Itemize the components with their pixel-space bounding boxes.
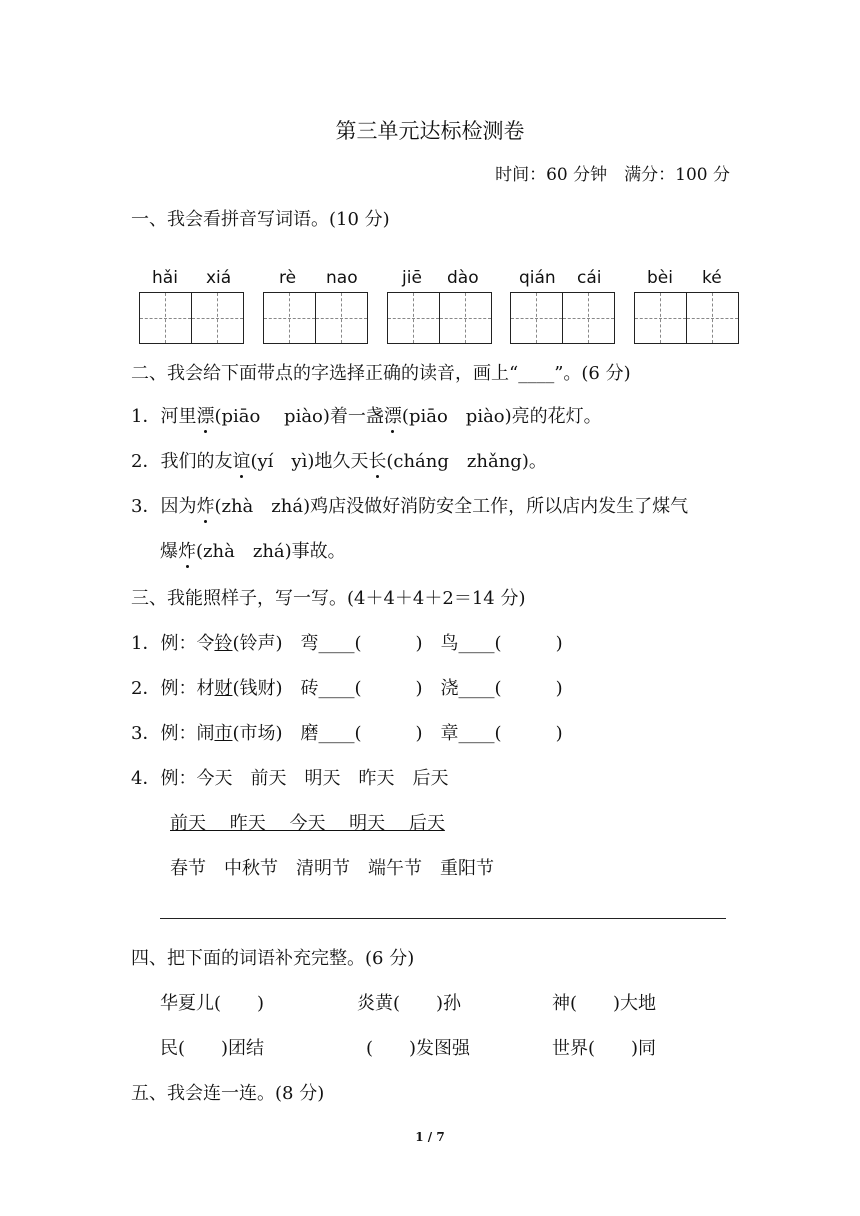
question-3-2: 2．例：材财(钱财) 砖____( ) 浇____( ) [131, 678, 563, 699]
pinyin-label: xiá [206, 268, 232, 288]
question-2-3-cont: 爆炸(zhà zhá)事故。 [160, 537, 346, 563]
writing-grid-4[interactable] [510, 292, 615, 344]
pinyin-label: qián [519, 268, 556, 288]
writing-grid-5[interactable] [634, 292, 739, 344]
idiom-blank: 民( )团结 [160, 1038, 265, 1059]
writing-grid-2[interactable] [263, 292, 368, 344]
page-number: 1 / 7 [415, 1130, 445, 1144]
pinyin-label: bèi [647, 268, 673, 288]
page-title: 第三单元达标检测卷 [335, 119, 525, 143]
pinyin-label: cái [577, 268, 602, 288]
section-2-heading: 二、我会给下面带点的字选择正确的读音，画上“____”。(6 分) [131, 363, 631, 384]
question-3-4: 4．例：今天 前天 明天 昨天 后天 [131, 768, 449, 789]
question-2-3: 3．因为炸(zhà zhá)鸡店没做好消防安全工作，所以店内发生了煤气 [131, 492, 688, 518]
pinyin-label: dào [447, 268, 479, 288]
idiom-blank: ( )发图强 [366, 1038, 471, 1059]
example-answer: 前天 昨天 今天 明天 后天 [170, 813, 445, 834]
question-2-1: 1．河里漂(piāo piào)着一盏漂(piāo piào)亮的花灯。 [131, 402, 602, 428]
pinyin-label: rè [279, 268, 297, 288]
question-2-2: 2．我们的友谊(yí yì)地久天长(cháng zhǎng)。 [131, 447, 547, 473]
question-3-3: 3．例：闹市(市场) 磨____( ) 章____( ) [131, 723, 563, 744]
exam-meta: 时间：60 分钟 满分：100 分 [495, 165, 730, 185]
question-3-4-words: 春节 中秋节 清明节 端午节 重阳节 [170, 858, 494, 879]
pinyin-label: hǎi [152, 268, 178, 288]
answer-line[interactable] [160, 918, 726, 919]
idiom-blank: 世界( )同 [552, 1038, 657, 1059]
writing-grid-1[interactable] [139, 292, 244, 344]
section-1-heading: 一、我会看拼音写词语。(10 分) [131, 209, 390, 230]
section-4-heading: 四、把下面的词语补充完整。(6 分) [131, 948, 415, 969]
writing-grid-3[interactable] [387, 292, 492, 344]
section-5-heading: 五、我会连一连。(8 分) [131, 1083, 325, 1104]
pinyin-label: ké [702, 268, 722, 288]
idiom-blank: 华夏儿( ) [160, 993, 265, 1014]
section-3-heading: 三、我能照样子，写一写。(4＋4＋4＋2＝14 分) [131, 588, 526, 609]
idiom-blank: 神( )大地 [552, 993, 657, 1014]
question-3-1: 1．例：令铃(铃声) 弯____( ) 鸟____( ) [131, 633, 563, 654]
pinyin-label: nao [326, 268, 358, 288]
idiom-blank: 炎黄( )孙 [357, 993, 462, 1014]
pinyin-label: jiē [402, 268, 422, 288]
